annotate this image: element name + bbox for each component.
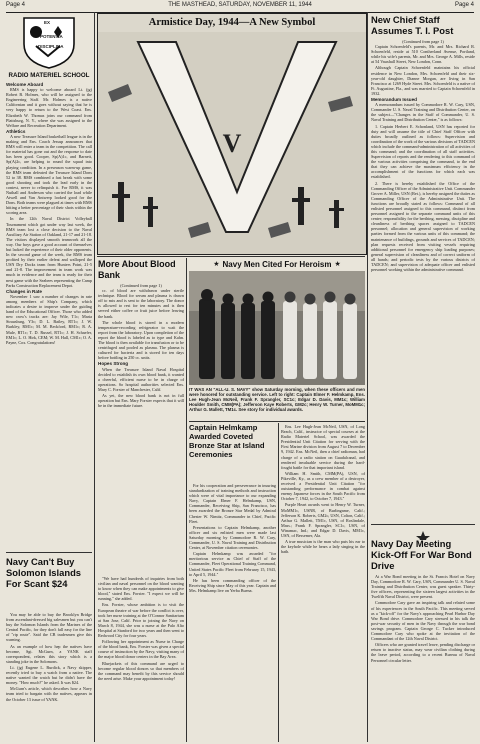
blood-bank-para: Bluejackets of this command are urged to become regular blood donors so that members of the command may benefit by this service should the need arise. Make your appointment today! <box>98 660 184 681</box>
mcneil-para: Purple Heart awards went to Henry W. Turner, MoMM1c, USNR, of Burlingame, Calif.; Jefferson K. Roberts, GM2c, USN, Colton, Calif.; Arthur G. Mallett, TM1c, USN, of Roslindale, Mass.; Frank F. Sprangler, SC1c, USN, of Winamac, Ind.; and Edgar D. Davis, MM1c, USN, of Bessemer, Ala. <box>281 502 365 538</box>
column-rule <box>186 258 187 742</box>
divider <box>189 421 365 422</box>
bond-article <box>371 574 475 742</box>
bond-star-icon <box>371 527 475 537</box>
radio-school-title: RADIO MATERIEL SCHOOL <box>8 72 90 79</box>
blood-bank-title: More About Blood Bank <box>98 259 176 280</box>
armistice-v-letter <box>223 129 242 158</box>
armistice-title: Armistice Day, 1944—A New Symbol <box>148 17 316 28</box>
armistice-v: V <box>222 129 242 158</box>
memorandum-subhead: Memorandum Issued <box>371 97 417 103</box>
blood-bank-continued: (Continued from page 1) <box>120 283 162 288</box>
radio-school-para: A new Treasure Island basketball league is in the making and Ens. Coach Jessup announces that RMS will enter a team in the competition. The call for material has gone out and the response to date has been good. Cooper, Sp(A)1c, and Barnett, Sp(A)2c, are helping to round the squad into playing condition. In a preseason warm-up game, the RMS team defeated the Treasure Island Dons 52 to 38. RMS combined a fast break with some good shooting and took the lead early in the contest, never to relinquish it. For RMS, it was Nuthall and Anderson who carried the load while Atwell and Van Antwerp looked good for the Dons. Both teams were plagued at times with RMS hitting a better percentage of their shots within the scoring area. <box>6 133 92 216</box>
blood-bank-para: When the Treasure Island Naval Hospital decided to establish its own blood bank, it wanted a cheerful, efficient nurse to be in charge of operations. So hospital authorities selected Ens. Mary C. Forster of Manchester, Calif. <box>98 366 184 392</box>
divider <box>97 256 365 257</box>
blood-bank-article-part2 <box>98 576 184 742</box>
savings-para: You may be able to buy the Brooklyn Bridge from ascendant-dressed big salesmen but you can't buy the Solomon Islands from the Marines of the Central Pacific, for they don't fall easy for the line of "rip route". Said the CB tradesmen give this warning. <box>6 612 92 643</box>
blood-bank-para: Ens. Forster, whose ambition is to visit the European theatre of war before the conflict is over, took her nurse training at the O'Connor Sanitarium at San Jose, Calif. Prior to joining the Navy on March 8, 1944, she was a nurse at the Palo Alto Hospital at Stanford for two years and then went to Redwood City for four years. <box>98 602 184 639</box>
welcome-subhead: Welcome Aboard <box>6 82 44 87</box>
armistice-illustration <box>97 13 367 255</box>
column-rule <box>367 12 368 742</box>
savings-article <box>6 612 92 742</box>
bond-para: Officers who are granted travel leave, pending discharge or return to inactive status, may wear civilian clothing during the leave period, according to a recent Bureau of Naval Personnel circular letter. <box>371 642 475 663</box>
chief-staff-para: Captain Schoenfeld's parents, Mr. and Mrs. Richard R. Schoenfeld, reside at 510 Contherland Avenue, Portland, while his wife's parents, Mr. and Mrs. George A. Mills, reside at 54 Vauxhall Street, New London, Conn. <box>371 44 475 65</box>
chief-staff-article <box>371 39 475 521</box>
radio-school-seal <box>20 14 78 70</box>
chief-staff-para: A memorandum issued by Commodore R. W. Cary, USN, Commander U. S. Naval Training and Distribution Center, on the subject—"Changes in the Staff of Commander, U. S. Naval Training and Distribution Center," is as follows: <box>371 102 475 123</box>
helmkamp-article <box>189 483 276 742</box>
helmkamp-title: Captain Helmkamp Awarded Coveted Bronze Star at Island Ceremonies <box>189 423 265 459</box>
savings-para: As an example of how hep the natives have become, Sgt. McGurn, a YANK staff correspondent, relates this story which is a standing joke in the Solomons. <box>6 643 92 664</box>
helmkamp-para: For his cooperation and perseverance in insuring standardization of training methods and instruction which were of vital importance to our expanding Navy, Captain Elmer F. Helmkamp, USN, Commander, Receiving Ship, San Francisco, has been awarded the Bronze Star Medal by Admiral Chester W. Nimitz, Commander in Chief, Pacific Fleet. <box>189 483 276 524</box>
blood-bank-para: The whole blood is stored in a modern temperature-recording refrigerator to wait the report from the laboratory. Upon completion of the report the blood is labeled as to type and Kahn. The blood is then available for transfusion or to be centrifuged and pooled as plasma. The plasma is cultured for bacteria and is stored for ten days before bottling in 250 cc. units. <box>98 319 184 361</box>
bond-para: Commodore Cary gave an inspiring talk and related some of his experiences in the South Pacific. This meeting served as a "kick-off" for the Navy's approaching Pearl Harbor Day War Bond drive. Commodore Cary stressed in his talk the post-war security of men in the Navy through the war bond savings program. Captain George C. Tucker introduced Commodore Cary who spoke at the invitation of the Commandant of the 12th Naval District. <box>371 600 475 642</box>
masthead <box>6 2 474 13</box>
radio-school-article <box>6 82 92 550</box>
column-rule <box>278 423 279 742</box>
blood-bank-para: "We have had hundreds of inquiries from both civilian and naval personnel on the blood wanting to know when they can make appointments to give blood," stated Ens. Forster. "I expect we will be running," she added. <box>98 576 184 602</box>
radio-school-para: RMS is happy to welcome aboard Lt. (jg) Robert B. Holmes, who will be assigned to the Engineering Staff. Mr. Holmes is a native Californian and it goes without saying that he is very happy to return to the West Coast. Ens. Elizabeth W. Thomas joins our command from Plattsburg, N. Y., where she was assigned to the Welfare and Recreation Department. <box>6 87 92 128</box>
savings-para: Lt. (jg) Eugene L. Burdick, a Navy skipper, recently tried to buy a watch from a native. The native wanted the watch but he didn't have the money. "How much?" he asked. It was $24. <box>6 664 92 686</box>
chief-staff-para: 1. Captain Herbert E. Schonland, USN has reported for duty and will assume the title of Chief Staff Officer with duties broadly outlined as follows: Supervision and coordination of the work of the various divisions of TADCEN which include the command-administration of all activities of this command; and the coordination of all staff activities. Supervision of reports and the rendering to this command of the various activities comprising the command, to the end that they can achieve the maximum efficiency in the accomplishment of the functions for which each was established. <box>371 123 475 180</box>
seal-motto-2: POTENTIA <box>40 34 63 39</box>
blood-bank-article-part1 <box>98 283 184 573</box>
chief-staff-continued: (Continued from page 1) <box>402 39 444 44</box>
blood-bank-para: As yet, the new blood bank is not in full operation but Ens. Mary Forster expects that it will be in the immediate future. <box>98 392 184 409</box>
mcneil-article <box>281 424 365 742</box>
column-rule <box>94 12 95 742</box>
blood-bank-para: Following her appointment as Nurse in Charge of the blood bank, Ens. Forster was given a special course of instruction by the Navy, visiting many of the major blood donor centers in the Bay Area. <box>98 639 184 660</box>
helmkamp-para: Captain Helmkamp was awarded "for meritorious service as Chief of Staff of the Commander, Fleet Operational Training Command, United States Pacific Fleet from February 15, 1943, to April 5, 1944." <box>189 551 276 577</box>
page-number-right: Page 4 <box>454 2 474 8</box>
chief-staff-para: Although Captain Schoenfeld maintains his official residence in New London, Mrs. Schoenfeld and their six-year-old daughter, Dianne Morgan, are living in San Francisco at 1269 Hyde Street. Mrs. Schoenfeld is a native of Ft. Augustine, Fla., and was married to Captain Schoenfeld in 1932. <box>371 65 475 96</box>
divider <box>371 524 475 525</box>
divider <box>6 552 92 553</box>
page-number-left: Page 4 <box>6 2 26 8</box>
savings-para: McGurn's article, which describes how a Navy team tried to bargain with the natives, appears in the October 13 issue of YANK. <box>6 686 92 702</box>
masthead-title: THE MASTHEAD, SATURDAY, NOVEMBER 11, 1944 <box>168 2 312 8</box>
chief-staff-para: 2. There is hereby established the Office of the Commanding Officer of the Administrative Unit. Commander Grover A. Miller, USN (Ret.), is hereby assigned the duties as Commanding Officer of the Administrative Unit. The functions are broadly stated as follows: Command of all enlisted personnel assigned to this command, distinct from personnel assigned to the separate command units of this center; responsibility for the berthing, messing, discipline and cleanliness of berthing spaces assigned to TADCEN personnel; allocation and general supervision of working parties formed from the various units of this command; the maintenance of buildings, grounds and services of TADCEN; plan requests received from visiting vessels requiring additional personnel for emergency ship loading purposes; general supervision of cleanliness and of correct uniform of all hands; and periodic tests by the various districts of TADCEN; and supervision of adequate officer and enlisted personnel working within the administrative command. <box>371 180 475 273</box>
heroism-header <box>189 259 365 269</box>
mcneil-para: A true musician is the man who puts his ear to the keyhole while he hears a lady singing in the bath. <box>281 539 365 555</box>
athletics-subhead: Athletics <box>6 128 26 134</box>
radio-school-para: November 1 saw a number of changes in rate among members of Ship's Company, which indicates a desire to improve under the guiding hand of the Educational Officer. Those who added new crow's tracks are: Jay Wile, T1c; Maria Strausburg, Y3c; D. L. Bailey, RT1c; J. W. Burkley, RM1c; M. M. Beckford, RM1c; R. A. Mule, RT1c; T. D. Russel, RT1c; J. H. Schaefer, EM1c; L. O. Hirk, CEM; W. M. Hall, CM1c; O. A. Payne, Cox. Congratulations! <box>6 293 92 345</box>
ceremony-photo-drawing <box>189 271 365 385</box>
blood-bank-subhead: Hopes Strong <box>98 361 129 367</box>
heroism-title: Navy Men Cited For Heroism <box>222 259 332 269</box>
heroism-photo <box>189 271 365 385</box>
radio-school-para: In the 12th Naval District Volleyball Tournament which got under way last week, the RMS team lost a close decision to the Naval Auxiliary Air Station of Oakland, 21-17 and 21-18. The visitors displayed smooth teamwork all the way. Our boys gave a good account of themselves but lacked the experience of their older opponents. In the second game of the week, the RMS team profited by their earlier defeat and walloped the USN Dry Docks team from Hunters Point, 21-5 and 21-8. The improvement in team work was much in evidence and the team is ready for their next game with the Seabees representing the Camp Parks Construction Replacement Depot. <box>6 216 92 288</box>
star-icon: ★ <box>213 260 220 268</box>
rate-changes-subhead: Changes in Rate <box>6 288 42 294</box>
bond-para: At a War Bond meeting in the St. Francis Hotel on Navy Day, Commodore R. W. Cary, USN, Commander U. S. Naval Training and Distribution Center, was guest speaker. Thirty-five officers, representing the sixteen largest activities in the Twelfth Naval District, were present. <box>371 574 475 600</box>
heroism-caption: IT WAS AN "ALL-U. S. NAVY" show Saturday morning, when these officers and men were honored for outstanding service. Left to right: Captain Elmer F. Helmkamp, Ens. Lee Hugh-Jean McNeil, Frank F. Sprangler, SC1c; Edgar D. Davis, MM1c; William Houlder Smith, CMM(PA); Jefferson Kaye Roberts, GM2c; Henry W. Turner, MoMM1c; Arthur G. Mallett, TM1c. See story for individual awards. <box>189 387 365 412</box>
bond-title: Navy Day Meeting Kick-Off For War Bond Drive <box>371 538 472 571</box>
blood-bank-para: cc. of blood are withdrawn under sterile technique. Blood for serum and plasma is drawn off to mix and is sent to the laboratory. The donor is allowed to rest for ten minutes and is then served either coffee or fruit juice before leaving the bank. <box>98 288 184 319</box>
mcneil-para: William H. Smith, CMM(PA), USN, of Pikeville, Ky., as a crew member of a destroyer, received a Presidential Unit Citation "for outstanding performance in combat against enemy Japanese forces in the South Pacific from October 7, 1942, to October 7, 1943." <box>281 470 365 502</box>
savings-title: Navy Can't Buy Solomon Islands For Scant $24 <box>6 556 82 589</box>
chief-staff-title: New Chief Staff Assumes T. I. Post <box>371 14 454 36</box>
armistice-drawing <box>98 32 366 254</box>
star-icon: ★ <box>334 260 341 268</box>
mcneil-para: Ens. Lee Hugh-Jean McNeil, USN, of Long Beach, Calif., instructor of special courses at the Radio Materiel School, was awarded the Presidential Unit Citation for serving with the First Marine division from August 7 to December 9, 1942. Ens. McNeil, then a chief radioman, had charge of a radio station on Guadalcanal, and rendered invaluable service during the hard-fought battle for that important island. <box>281 424 365 470</box>
seal-motto-1: EX <box>44 20 51 25</box>
seal-motto-3: DISCIPLINA <box>38 44 64 49</box>
helmkamp-para: Presentations to Captain Helmkamp, another officer and six enlisted men were made last Saturday morning by Commodore R. W. Cary, Commander, U. S. Naval Training and Distribution Center, at November citation ceremonies. <box>189 524 276 551</box>
helmkamp-para: He has been commanding officer of the Receiving Ship since May of this year. Captain and Mrs. Helmkamp live on Yerba Buena. <box>189 577 276 593</box>
